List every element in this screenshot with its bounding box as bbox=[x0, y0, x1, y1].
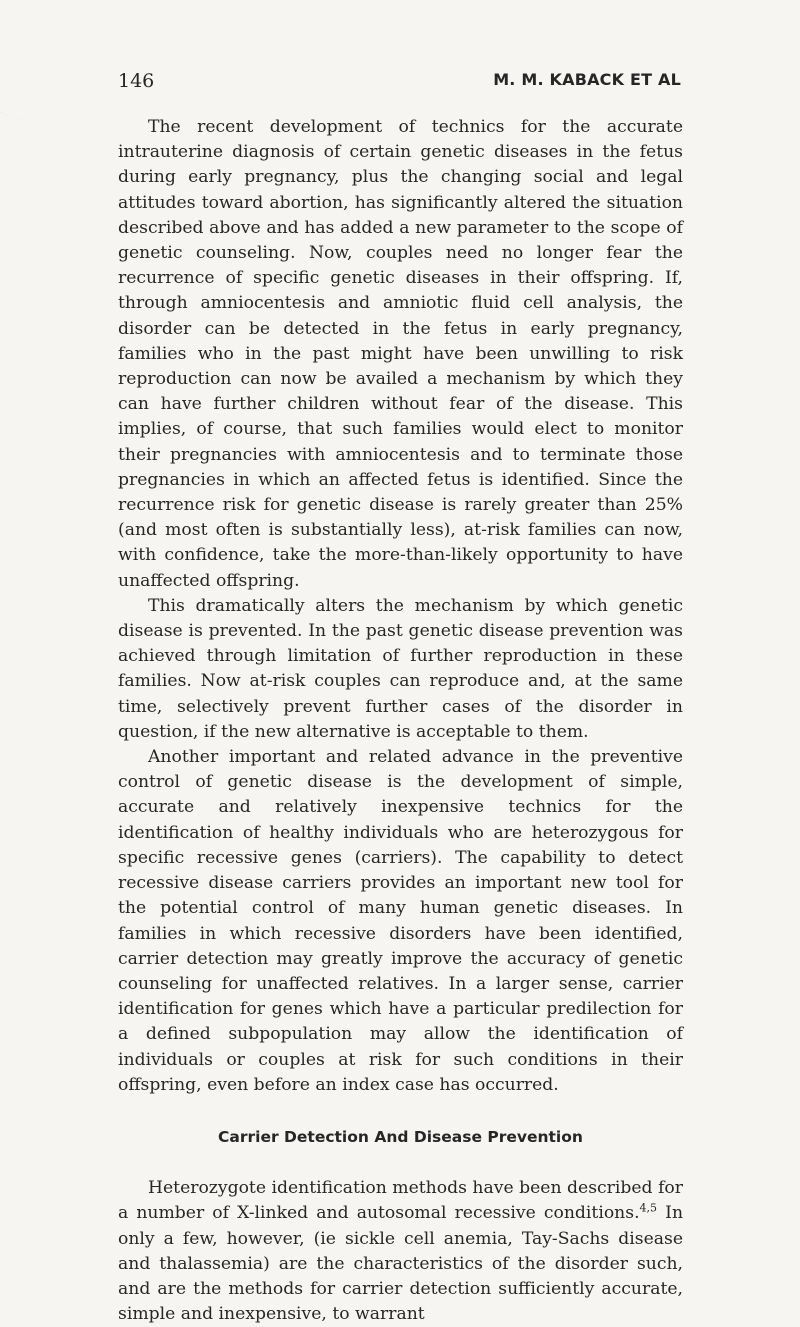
section-heading: Carrier Detection And Disease Prevention bbox=[218, 1127, 583, 1146]
reference-superscript: 4,5 bbox=[639, 1201, 658, 1215]
body-text bbox=[118, 115, 683, 1327]
page-number: 146 bbox=[118, 70, 155, 92]
page-header bbox=[118, 66, 681, 96]
paragraph-text: In only a few, however, (ie sickle cell anemia, Tay-Sachs disease and thalassemia) are the characteristics of the disorder such, and are the methods for carrier detection sufficiently accurate, simple and inexpensive, to warrant bbox=[118, 1203, 684, 1325]
paragraph: This dramatically alters the mechanism by which genetic disease is prevented. In the past genetic disease prevention was achieved through limitation of further reproduction in these families. Now at-risk couples can reproduce and, at the same time, selectively prevent further cases of the disorder in question, if the new alternative is acceptable to them. bbox=[118, 595, 683, 742]
paragraph: The recent development of technics for the accurate intrauterine diagnosis of certain genetic diseases in the fetus during early pregnancy, plus the changing social and legal attitudes toward abortion, has significantly altered the situation described above and has added a new parameter to the scope of genetic counseling. Now, couples need no longer fear the recurrence of specific genetic diseases in their offspring. If, through amniocentesis and amniotic fluid cell analysis, the disorder can be detected in the fetus in early pregnancy, families who in the past might have been unwilling to risk reproduction can now be availed a mechanism by which they can have further children without fear of the disease. This implies, of course, that such families would elect to monitor their pregnancies with amniocentesis and to terminate those pregnancies in which an affected fetus is identified. Since the recurrence risk for genetic disease is rarely greater than 25% (and most often is substantially less), at-risk families can now, with confidence, take the more-than-likely opportunity to have unaffected offspring. bbox=[118, 117, 683, 591]
page-edge-mark bbox=[0, 0, 61, 120]
paragraph-text: Heterozygote identification methods have been described for a number of X-linked and autosomal recessive conditions. bbox=[118, 1178, 683, 1224]
paragraph: Another important and related advance in the preventive control of genetic disease is the development of simple, accurate and relatively inexpensive technics for the identification of healthy individuals who are heterozygous for specific recessive genes (carriers). The capability to detect recessive disease carriers provides an important new tool for the potential control of many human genetic diseases. In families in which recessive disorders have been identified, carrier detection may greatly improve the accuracy of genetic counseling for unaffected relatives. In a larger sense, carrier identification for genes which have a particular predilection for a defined subpopulation may allow the identification of individuals or couples at risk for such conditions in their offspring, even before an index case has occurred. bbox=[118, 747, 683, 1095]
paragraph bbox=[118, 1176, 683, 1327]
running-head: M. M. KABACK ET AL bbox=[493, 70, 681, 89]
